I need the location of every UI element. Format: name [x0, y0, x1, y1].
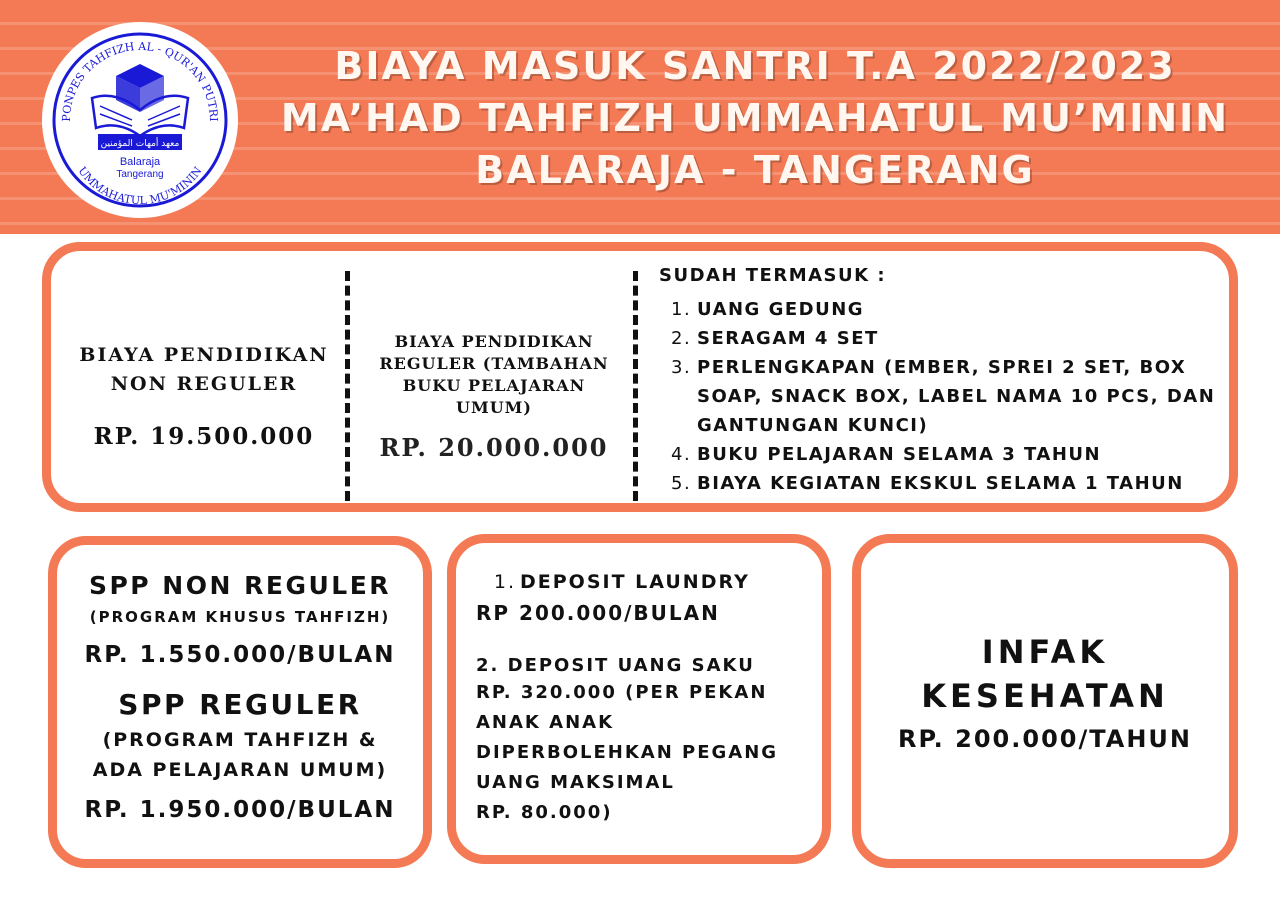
school-logo — [40, 20, 240, 220]
spp-card — [48, 536, 432, 868]
deposit-item-2-detail: RP. 320.000 (PER PEKAN ANAK ANAK DIPERBOLEHKAN PEGANG UANG MAKSIMAL RP. 80.000) — [476, 682, 779, 823]
logo-city1: Balaraja — [119, 156, 161, 168]
list-item: 5. BIAYA KEGIATAN EKSKUL SELAMA 1 TAHUN — [671, 473, 1184, 494]
spp-reguler-title: SPP REGULER — [118, 688, 362, 721]
includes-list — [671, 295, 1231, 498]
reguler-column — [369, 331, 619, 462]
title-line-3: BALARAJA - TANGERANG — [475, 148, 1035, 192]
logo-city2: Tangerang — [116, 169, 164, 180]
list-item: 4. BUKU PELAJARAN SELAMA 3 TAHUN — [671, 444, 1102, 465]
non-reguler-column — [65, 341, 343, 450]
list-item: 1. UANG GEDUNG — [671, 299, 865, 320]
reguler-amount: RP. 20.000.000 — [379, 433, 609, 462]
spp-non-reguler-sub: (PROGRAM KHUSUS TAHFIZH) — [89, 608, 391, 626]
logo-top-arc: PONPES TAHFIZH AL - QUR'AN PUTRI — [59, 39, 221, 122]
header-banner — [0, 0, 1280, 234]
divider-1 — [345, 271, 350, 501]
divider-2 — [633, 271, 638, 501]
deposit-card — [447, 534, 831, 864]
spp-reguler-sub: (PROGRAM TAHFIZH & ADA PELAJARAN UMUM) — [92, 729, 388, 781]
infak-amount: RP. 200.000/TAHUN — [898, 725, 1192, 753]
infak-title-line-2: KESEHATAN — [921, 677, 1169, 715]
reguler-label: BIAYA PENDIDIKAN REGULER (TAMBAHAN BUKU PELAJARAN UMUM) — [379, 332, 609, 417]
spp-non-reguler-title: SPP NON REGULER — [88, 571, 392, 600]
page-title — [250, 40, 1260, 196]
tuition-card — [42, 242, 1238, 512]
non-reguler-amount: RP. 19.500.000 — [93, 423, 315, 450]
non-reguler-label: BIAYA PENDIDIKAN NON REGULER — [79, 344, 329, 395]
deposit-item-1-title: 1. DEPOSIT LAUNDRY — [493, 571, 750, 593]
spp-reguler-amount: RP. 1.950.000/BULAN — [84, 797, 396, 823]
list-item: 3. PERLENGKAPAN (EMBER, SPREI 2 SET, BOX SOAP, SNACK BOX, LABEL NAMA 10 PCS, DAN GANTUNGAN KUNCI) — [671, 357, 1216, 436]
includes-title: SUDAH TERMASUK : — [659, 265, 887, 286]
infak-card — [852, 534, 1238, 868]
spp-non-reguler-amount: RP. 1.550.000/BULAN — [84, 642, 396, 668]
list-item: 2. SERAGAM 4 SET — [671, 328, 879, 349]
title-line-2: MA’HAD TAHFIZH UMMAHATUL MU’MININ — [280, 96, 1230, 140]
infak-title-line-1: INFAK — [981, 633, 1109, 671]
logo-arabic: معهد أمهات المؤمنين — [100, 139, 180, 149]
deposit-item-2-title: 2. DEPOSIT UANG SAKU — [476, 655, 755, 676]
logo-bottom-arc: UMMAHATUL MU'MININ — [75, 164, 205, 208]
title-line-1: BIAYA MASUK SANTRI T.A 2022/2023 — [334, 44, 1176, 88]
deposit-item-1-amount: RP 200.000/BULAN — [476, 601, 720, 625]
